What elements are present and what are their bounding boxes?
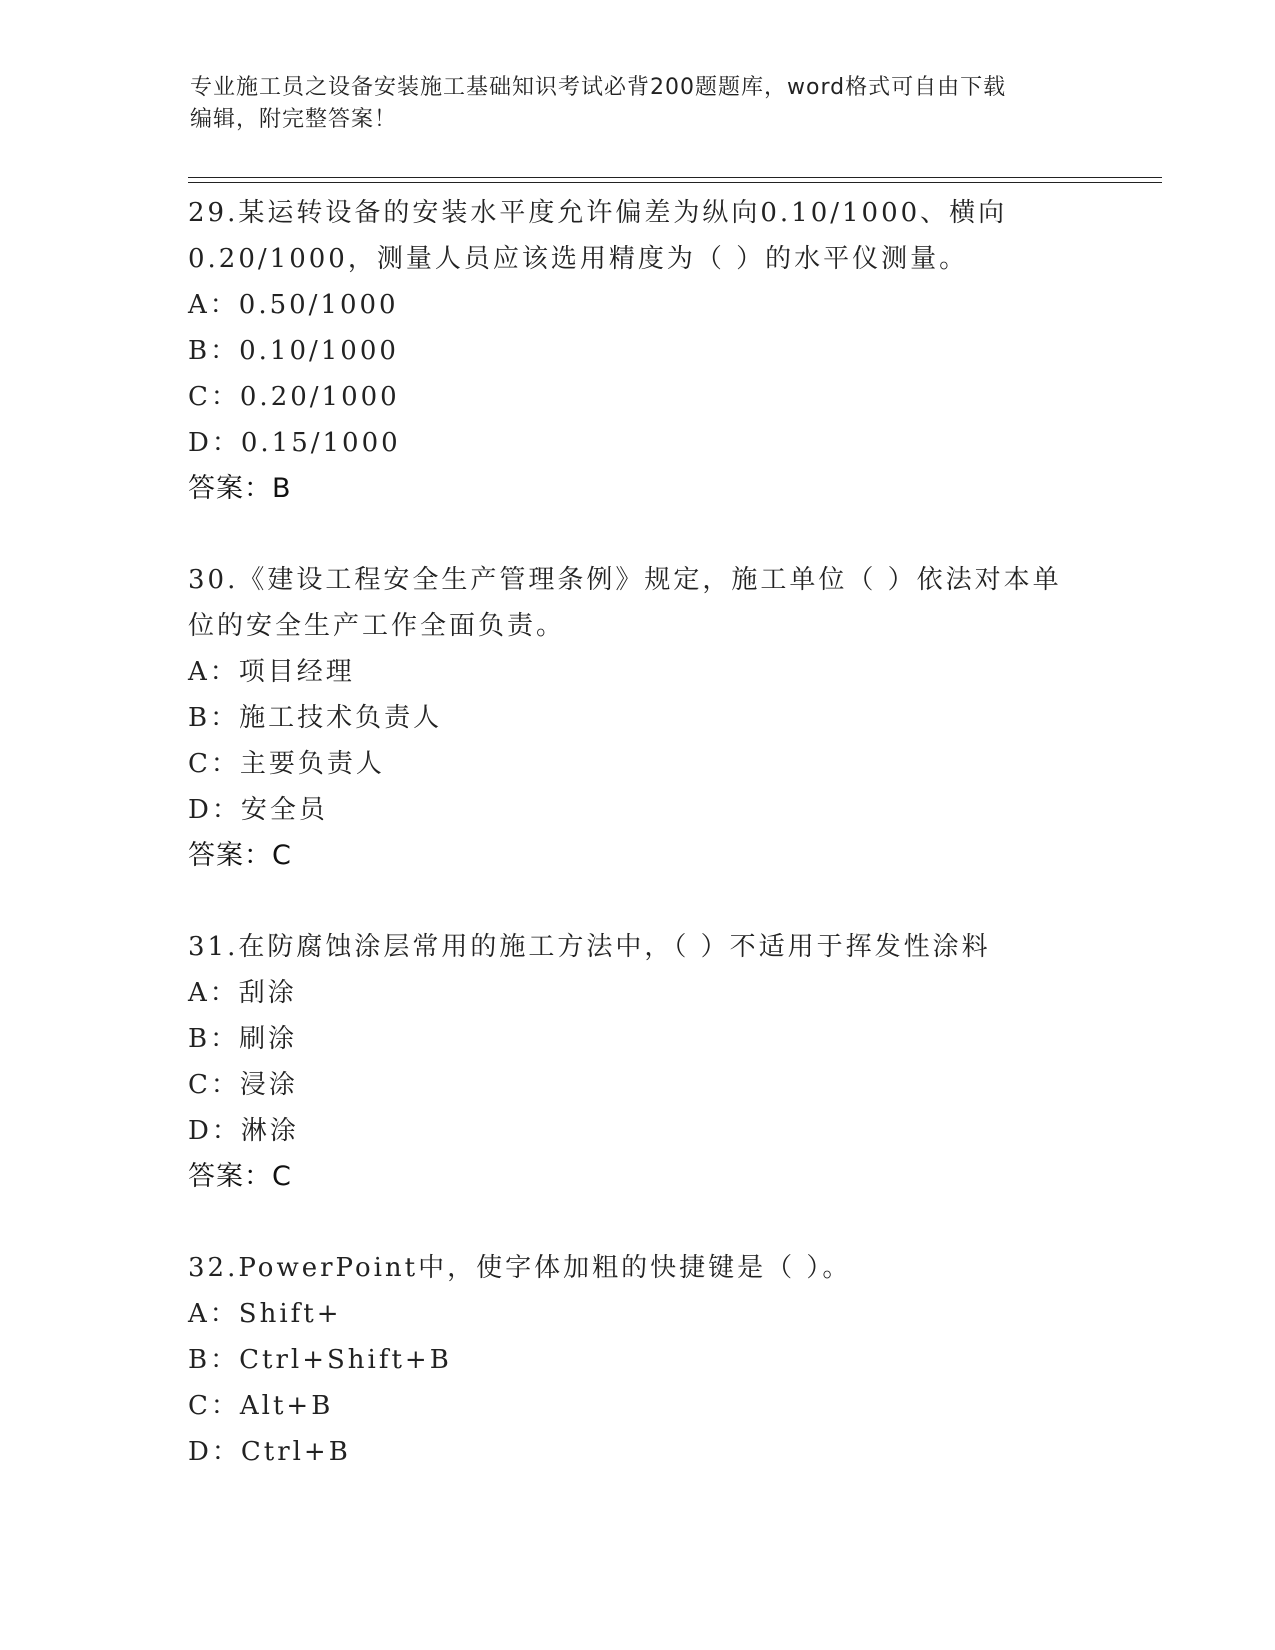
option-b: B：Ctrl+Shift+B	[188, 1345, 452, 1375]
option-b: B：0.10/1000	[188, 336, 399, 366]
option-d: D：Ctrl+B	[188, 1437, 351, 1467]
answer-text: 答案：C	[188, 1161, 292, 1192]
question-stem: 29.某运转设备的安装水平度允许偏差为纵向0.10/1000、横向	[188, 198, 1008, 228]
option-a: A：Shift+	[188, 1299, 342, 1329]
option-b: B：刷涂	[188, 1024, 298, 1054]
question-stem: 31.在防腐蚀涂层常用的施工方法中，（ ）不适用于挥发性涂料	[188, 932, 991, 962]
question-32	[188, 1245, 1088, 1475]
option-a: A：项目经理	[188, 657, 355, 687]
option-b: B：施工技术负责人	[188, 703, 443, 733]
question-spacer	[188, 512, 1088, 557]
option-c: C：浸涂	[188, 1070, 298, 1100]
document-header	[190, 72, 1090, 136]
question-stem: 32.PowerPoint中，使字体加粗的快捷键是（ ）。	[188, 1253, 852, 1283]
question-list	[188, 190, 1088, 1475]
option-c: C：Alt+B	[188, 1391, 334, 1421]
question-stem: 30.《建设工程安全生产管理条例》规定，施工单位（ ）依法对本单	[188, 565, 1062, 595]
option-a: A：刮涂	[188, 978, 297, 1008]
option-d: D：淋涂	[188, 1116, 299, 1146]
option-a: A：0.50/1000	[188, 290, 399, 320]
header-title-line-1: 专业施工员之设备安装施工基础知识考试必背200题题库，word格式可自由下载	[190, 75, 1007, 100]
option-c: C：主要负责人	[188, 749, 385, 779]
question-stem-continued: 0.20/1000，测量人员应该选用精度为（ ）的水平仪测量。	[188, 244, 969, 274]
question-31	[188, 924, 1088, 1200]
header-divider-bottom	[188, 182, 1162, 183]
answer-text: 答案：B	[188, 473, 292, 504]
question-30	[188, 557, 1088, 879]
option-c: C：0.20/1000	[188, 382, 400, 412]
question-spacer	[188, 879, 1088, 924]
question-spacer	[188, 1200, 1088, 1245]
question-29	[188, 190, 1088, 512]
header-title-line-2: 编辑，附完整答案！	[190, 107, 398, 132]
header-divider-top	[188, 177, 1162, 178]
question-stem-continued: 位的安全生产工作全面负责。	[188, 611, 566, 641]
option-d: D：0.15/1000	[188, 428, 401, 458]
option-d: D：安全员	[188, 795, 328, 825]
answer-text: 答案：C	[188, 840, 292, 871]
